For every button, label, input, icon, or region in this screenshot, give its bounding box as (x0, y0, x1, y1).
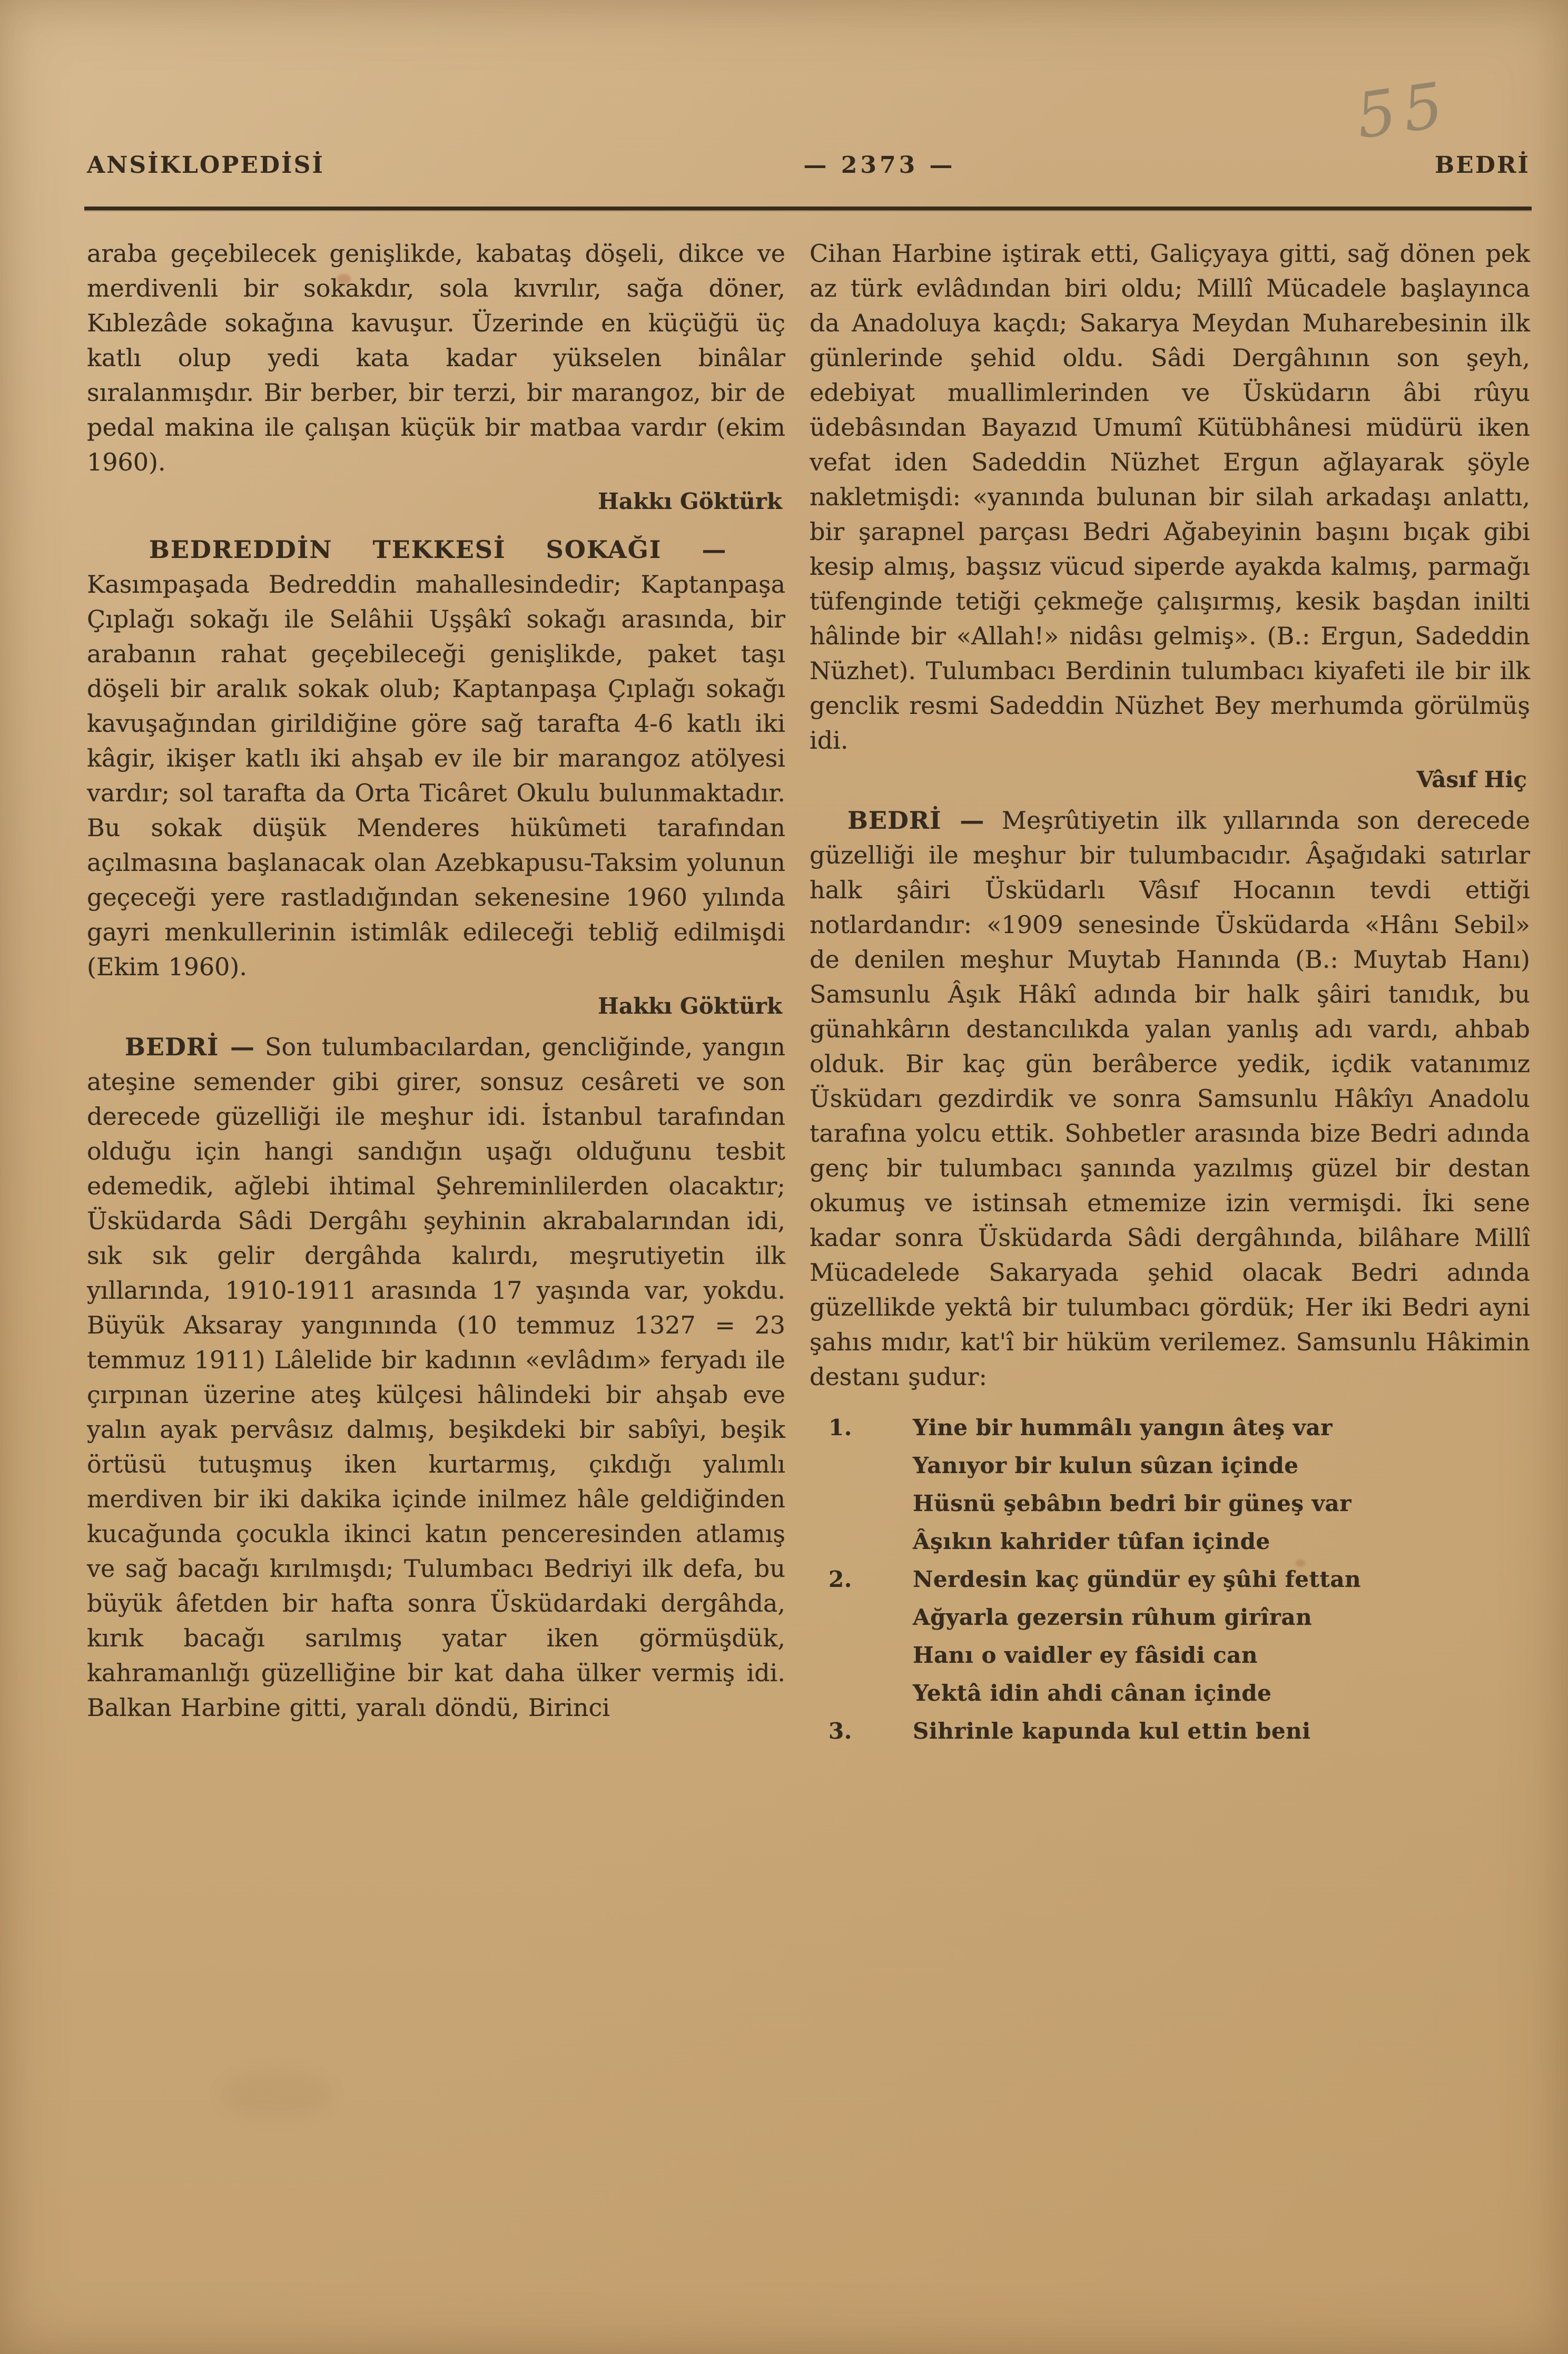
right-column (810, 236, 1530, 1750)
page-number: — 2373 — (803, 152, 956, 179)
verse-line (810, 1485, 1530, 1523)
verse-line (810, 1636, 1530, 1674)
running-title-right: BEDRİ (1434, 152, 1530, 179)
entry-heading: BEDREDDİN TEKKESİ SOKAĞI — (149, 535, 727, 564)
entry-bedri-tulumbaci (87, 1029, 785, 1725)
byline-hakki-gokturk-1: Hakkı Göktürk (598, 488, 782, 514)
entry-bedri-mesrutiyet (810, 803, 1530, 1394)
stanza-2 (810, 1561, 1530, 1712)
verse-line (810, 1712, 1530, 1750)
stanza-number: 1. (829, 1415, 852, 1440)
verse-text: Sihrinle kapunda kul ettin beni (913, 1718, 1311, 1744)
handwritten-page-number: 55 (1352, 67, 1455, 153)
running-title-left: ANSİKLOPEDİSİ (87, 152, 324, 179)
header-rule (84, 207, 1532, 210)
byline-vasif-hic: Vâsıf Hiç (1416, 767, 1527, 792)
left-column (87, 236, 785, 1750)
verse-text: Ağyarla gezersin rûhum girîran (913, 1604, 1313, 1630)
entry-body: Meşrûtiyetin ilk yıllarında son derecede güzelliği ile meşhur bir tulumbacıdır. Âşağıdaki satırlar halk şâiri Üsküdarlı Vâsıf Hocanın tevdi ettiği notlardandır: «1909 senesinde Üsküdarda «Hânı Sebil» de denilen meşhur Muytab Hanında (B.: Muytab Hanı) Samsunlu Âşık Hâkî adında bir halk şâiri tanıdık, bu günahkârın destancılıkda yalan yanlış adı vardı, ahbab olduk. Bir kaç gün berâberce yedik, içdik vatanımız Üsküdarı gezdirdik ve sonra Samsunlu Hâkîyı Anadolu tarafına yolcu ettik. Sohbetler arasında bize Bedri adında genç bir tulumbacı şanında yazılmış güzel bir destan okumuş ve istinsah etmemize izin vermişdi. İki sene kadar sonra Üsküdarda Sâdi dergâhında, bilâhare Millî Mücadelede Sakaryada şehid olacak Bedri adında güzellikde yektâ bir tulumbacı gördük; Her iki Bedri ayni şahıs mıdır, kat'î bir hüküm verilemez. Samsunlu Hâkimin destanı şudur: (810, 806, 1531, 1391)
stanza-3 (810, 1712, 1530, 1750)
entry-heading: BEDRİ — (125, 1033, 255, 1061)
verse-text: Yektâ idin ahdi cânan içinde (913, 1680, 1272, 1706)
entry-body: Son tulumbacılardan, gencliğinde, yangın ateşine semender gibi girer, sonsuz cesâreti ve son derecede güzelliği ile meşhur idi. İstanbul tarafından olduğu için hangi sandığın uşağı olduğunu tesbit edemedik, ağlebi ihtimal Şehreminlilerden olacaktır; Üsküdarda Sâdi Dergâhı şeyhinin akrabalarından idi, sık sık gelir dergâhda kalırdı, meşrutiyetin ilk yıllarında, 1910-1911 arasında 17 yaşında var, yokdu. Büyük Aksaray yangınında (10 temmuz 1327 = 23 temmuz 1911) Lâlelide bir kadının «evlâdım» feryadı ile çırpınan üzerine ateş külçesi hâlindeki bir ahşab eve yalın ayak pervâsız dalmış, beşikdeki bir sabîyi, beşik örtüsü tutuşmuş iken kurtarmış, çıkdığı yalımlı merdiven bir iki dakika içinde inilmez hâle geldiğinden kucağunda çocukla ikinci katın penceresinden atlamış ve sağ bacağı kırılmışdı; Tulumbacı Bedriyi ilk defa, bu büyük âfetden bir hafta sonra Üsküdardaki dergâhda, kırık bacağı sarılmış yatar iken görmüşdük, kahramanlığı güzelliğine bir kat daha ülker vermiş idi. Balkan Harbine gitti, yaralı döndü, Birinci (87, 1033, 785, 1722)
stanza-1 (810, 1409, 1530, 1561)
verse-line (810, 1523, 1530, 1561)
two-column-text-block (87, 236, 1530, 1750)
destan-verses (810, 1409, 1530, 1750)
page-header (87, 152, 1530, 179)
verse-line (810, 1598, 1530, 1636)
verse-text: Yine bir hummâlı yangın âteş var (913, 1415, 1333, 1440)
paper-stain (221, 2071, 332, 2118)
stanza-number: 2. (829, 1566, 852, 1592)
entry-body: Kasımpaşada Bedreddin mahallesindedir; Kaptanpaşa Çıplağı sokağı ile Selâhii Uşşâkî sokağı arasında, bir arabanın rahat geçebileceği genişlikde, paket taşı döşeli bir aralık sokak olub; Kaptanpaşa Çıplağı sokağı kavuşağından girildiğine göre sağ tarafta 4-6 katlı iki kâgir, ikişer katlı iki ahşab ev ile bir marangoz atölyesi vardır; sol tarafta da Orta Ticâret Okulu bulunmaktadır. Bu sokak düşük Menderes hükûmeti tarafından açılmasına başlanacak olan Azebkapusu-Taksim yolunun geçeceği yere rastladığından sekenesine 1960 yılında gayri menkullerinin istimlâk edileceği tebliğ edilmişdi (Ekim 1960). (87, 570, 785, 981)
verse-text: Hüsnü şebâbın bedri bir güneş var (913, 1490, 1352, 1516)
verse-text: Nerdesin kaç gündür ey şûhi fettan (913, 1566, 1362, 1592)
verse-line (810, 1674, 1530, 1712)
verse-text: Yanıyor bir kulun sûzan içinde (913, 1453, 1299, 1478)
entry-bedreddin-tekkesi-sokagi (87, 532, 785, 984)
paragraph-continuation: Cihan Harbine iştirak etti, Galiçyaya gitti, sağ dönen pek az türk evlâdından biri oldu; Millî Mücadele başlayınca da Anadoluya kaçdı; Sakarya Meydan Muharebesinin ilk günlerinde şehid oldu. Sâdi Dergâhının son şeyh, edebiyat muallimlerinden ve Üsküdarın âbi rûyu üdebâsından Bayazıd Umumî Kütübhânesi müdürü iken vefat iden Sadeddin Nüzhet Ergun ağlayarak şöyle nakletmişdi: «yanında bulunan bir silah arkadaşı anlattı, bir şarapnel parçası Bedri Ağabeyinin başını bıçak gibi kesip almış, başsız vücud siperde ayakda kalmış, parmağı tüfenginde tetiği çekmeğe çalışırmış, kesik başdan inilti hâlinde bir «Allah!» nidâsı gelmiş». (B.: Ergun, Sadeddin Nüzhet). Tulumbacı Berdinin tulumbacı kiyafeti ile bir ilk genclik resmi Sadeddin Nüzhet Bey merhumda görülmüş idi. (810, 239, 1530, 754)
verse-text: Âşıkın kahrider tûfan içinde (913, 1528, 1270, 1554)
verse-line (810, 1409, 1530, 1447)
verse-line (810, 1447, 1530, 1485)
entry-heading: BEDRİ — (847, 806, 985, 835)
verse-line (810, 1561, 1530, 1598)
paragraph-continuation: araba geçebilecek genişlikde, kabataş döşeli, dikce ve merdivenli bir sokakdır, sola kıvrılır, sağa döner, Kıblezâde sokağına kavuşur. Üzerinde en küçüğü üç katlı olup yedi kata kadar yükselen binâlar sıralanmışdır. Bir berber, bir terzi, bir marangoz, bir de pedal makina ile çalışan küçük bir matbaa vardır (ekim 1960). (87, 239, 785, 476)
byline-hakki-gokturk-2: Hakkı Göktürk (598, 993, 782, 1019)
verse-text: Hanı o vaidler ey fâsidi can (913, 1642, 1258, 1668)
stanza-number: 3. (829, 1718, 852, 1744)
